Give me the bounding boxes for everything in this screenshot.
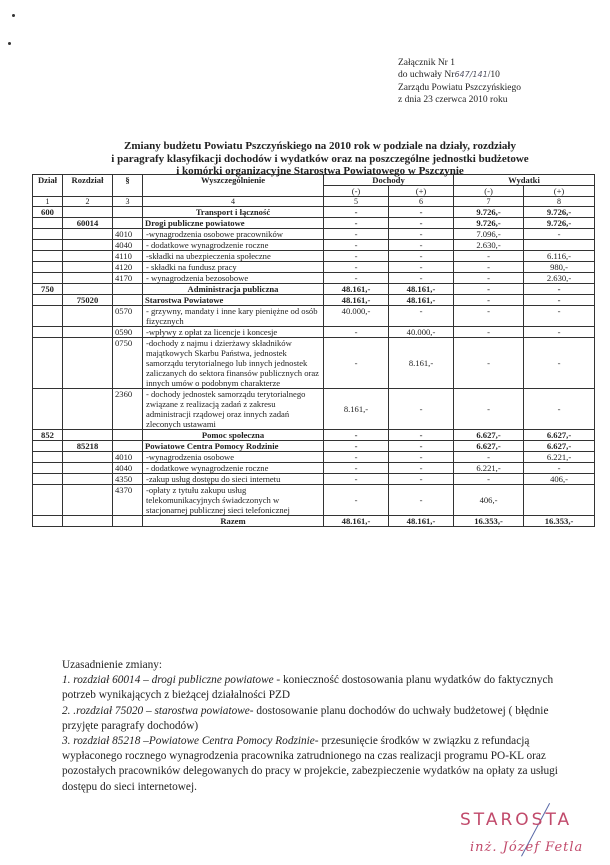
- cell-dochody-minus: -: [324, 441, 389, 452]
- header-rozdzial: Rozdział: [63, 175, 113, 197]
- cell-wydatki-plus: 406,-: [524, 474, 595, 485]
- cell-wydatki-minus: -: [454, 273, 524, 284]
- table-row: [33, 463, 595, 474]
- cell-dzial: 852: [33, 430, 63, 441]
- resolution-number-handwritten: 647/141: [454, 70, 488, 80]
- colnum: 3: [113, 197, 143, 207]
- table-row: [33, 441, 595, 452]
- cell-dochody-minus: 40.000,-: [324, 306, 389, 327]
- cell-dzial: [33, 463, 63, 474]
- cell-rozdzial: [63, 430, 113, 441]
- resolution-suffix: /10: [487, 70, 500, 81]
- cell-description: Transport i łączność: [143, 207, 324, 218]
- cell-dzial: [33, 452, 63, 463]
- cell-rozdzial: [63, 516, 113, 527]
- table-row: [33, 284, 595, 295]
- header-dochody-plus: (+): [389, 186, 454, 197]
- attachment-header: [398, 57, 521, 107]
- table-row: [33, 338, 595, 389]
- cell-wydatki-minus: 6.221,-: [454, 463, 524, 474]
- header-dzial: Dział: [33, 175, 63, 197]
- cell-description: -zakup usług dostępu do sieci internetu: [143, 474, 324, 485]
- cell-wydatki-plus: 2.630,-: [524, 273, 595, 284]
- cell-dochody-minus: 48.161,-: [324, 284, 389, 295]
- colnum: 1: [33, 197, 63, 207]
- colnum: 8: [524, 197, 595, 207]
- cell-paragraf: [113, 441, 143, 452]
- cell-dochody-minus: -: [324, 229, 389, 240]
- justification-heading: Uzasadnienie zmiany:: [62, 659, 163, 671]
- cell-wydatki-plus: 6.627,-: [524, 430, 595, 441]
- cell-rozdzial: [63, 452, 113, 463]
- cell-dochody-minus: -: [324, 430, 389, 441]
- cell-dochody-plus: -: [389, 229, 454, 240]
- justification-item-lead: 3. rozdział 85218 –Powiatowe Centra Pomocy Rodzinie-: [62, 735, 319, 748]
- cell-wydatki-plus: 9.726,-: [524, 207, 595, 218]
- table-row: [33, 485, 595, 516]
- cell-dzial: [33, 295, 63, 306]
- cell-dzial: 600: [33, 207, 63, 218]
- cell-wydatki-minus: -: [454, 262, 524, 273]
- cell-description: -składki na ubezpieczenia społeczne: [143, 251, 324, 262]
- budget-table: [32, 174, 595, 527]
- cell-wydatki-minus: -: [454, 284, 524, 295]
- cell-dochody-plus: -: [389, 273, 454, 284]
- header-dochody: Dochody: [324, 175, 454, 186]
- cell-wydatki-minus: -: [454, 389, 524, 430]
- stamp-name: inż. Józef Fetla: [470, 840, 584, 855]
- justification-item-text: dostosowanie planu dochodów do uchwały budżetowej ( błędnie przyjęte paragrafy dochodów): [62, 704, 549, 732]
- table-row: [33, 262, 595, 273]
- cell-description: Powiatowe Centra Pomocy Rodzinie: [143, 441, 324, 452]
- cell-dochody-minus: -: [324, 273, 389, 284]
- cell-wydatki-plus: -: [524, 306, 595, 327]
- table-row: [33, 295, 595, 306]
- cell-dzial: [33, 240, 63, 251]
- justification-item-text: konieczność dostosowania planu wydatków do faktycznych potrzeb wynikających z bieżącej działalności PZD: [62, 674, 554, 702]
- cell-wydatki-plus: 980,-: [524, 262, 595, 273]
- colnum: 4: [143, 197, 324, 207]
- cell-wydatki-plus: -: [524, 327, 595, 338]
- cell-dochody-plus: 8.161,-: [389, 338, 454, 389]
- cell-dochody-plus: -: [389, 474, 454, 485]
- cell-wydatki-plus: -: [524, 284, 595, 295]
- cell-wydatki-plus: 16.353,-: [524, 516, 595, 527]
- cell-rozdzial: [63, 262, 113, 273]
- table-row: [33, 251, 595, 262]
- cell-paragraf: 4040: [113, 463, 143, 474]
- cell-rozdzial: [63, 251, 113, 262]
- cell-paragraf: [113, 430, 143, 441]
- cell-paragraf: 4350: [113, 474, 143, 485]
- attachment-line-3: Zarządu Powiatu Pszczyńskiego: [398, 82, 521, 93]
- cell-rozdzial: [63, 389, 113, 430]
- cell-wydatki-plus: -: [524, 389, 595, 430]
- cell-description: - dodatkowe wynagrodzenie roczne: [143, 240, 324, 251]
- header-wydatki: Wydatki: [454, 175, 595, 186]
- cell-dochody-minus: -: [324, 207, 389, 218]
- cell-dochody-minus: -: [324, 463, 389, 474]
- table-row: [33, 218, 595, 229]
- table-row: [33, 452, 595, 463]
- table-row: [33, 389, 595, 430]
- colnum: 7: [454, 197, 524, 207]
- cell-paragraf: 4010: [113, 229, 143, 240]
- cell-description: Razem: [143, 516, 324, 527]
- cell-wydatki-minus: -: [454, 295, 524, 306]
- document-title: [90, 140, 550, 178]
- cell-rozdzial: [63, 284, 113, 295]
- cell-wydatki-plus: 6.627,-: [524, 441, 595, 452]
- cell-wydatki-plus: -: [524, 463, 595, 474]
- cell-paragraf: 4110: [113, 251, 143, 262]
- header-wyszczegolnienie: Wyszczególnienie: [143, 175, 324, 197]
- table-row: [33, 240, 595, 251]
- cell-paragraf: 4010: [113, 452, 143, 463]
- cell-description: - składki na fundusz pracy: [143, 262, 324, 273]
- cell-dochody-minus: -: [324, 251, 389, 262]
- cell-dochody-minus: -: [324, 338, 389, 389]
- cell-wydatki-plus: [524, 240, 595, 251]
- cell-dzial: [33, 516, 63, 527]
- scan-dot: [12, 14, 15, 17]
- cell-dochody-minus: -: [324, 452, 389, 463]
- cell-dochody-plus: -: [389, 218, 454, 229]
- cell-rozdzial: [63, 327, 113, 338]
- cell-paragraf: 4170: [113, 273, 143, 284]
- cell-paragraf: 0750: [113, 338, 143, 389]
- cell-description: - dodatkowe wynagrodzenie roczne: [143, 463, 324, 474]
- cell-wydatki-minus: -: [454, 251, 524, 262]
- cell-wydatki-plus: 9.726,-: [524, 218, 595, 229]
- cell-dzial: [33, 262, 63, 273]
- cell-dzial: [33, 251, 63, 262]
- cell-paragraf: 4120: [113, 262, 143, 273]
- cell-dochody-plus: 48.161,-: [389, 295, 454, 306]
- column-number-row: [33, 197, 595, 207]
- cell-wydatki-minus: 7.096,-: [454, 229, 524, 240]
- justification-item-text: przesunięcie środków w związku z refundacją wypłaconego rocznego wynagrodzenia pracownika zatrudnionego na czas realizacji programu PO-KL oraz pozostałych pracowników delegowanych do pracy w projekcie, zabezpieczenie wydatków na opłaty za usługi dostępu do sieci internetowej.: [62, 735, 558, 793]
- cell-description: - dochody jednostek samorządu terytorialnego związane z realizacją zadań z zakresu administracji rządowej oraz innych zadań zleconych ustawami: [143, 389, 324, 430]
- table-row: [33, 327, 595, 338]
- justification: [62, 658, 572, 795]
- cell-description: - wynagrodzenia bezosobowe: [143, 273, 324, 284]
- cell-dzial: [33, 485, 63, 516]
- cell-rozdzial: [63, 474, 113, 485]
- justification-item-lead: 2. .rozdział 75020 – starostwa powiatowe-: [62, 704, 254, 717]
- cell-paragraf: 0590: [113, 327, 143, 338]
- cell-wydatki-minus: -: [454, 338, 524, 389]
- cell-description: Drogi publiczne powiatowe: [143, 218, 324, 229]
- cell-rozdzial: [63, 240, 113, 251]
- cell-wydatki-plus: 6.221,-: [524, 452, 595, 463]
- cell-rozdzial: 60014: [63, 218, 113, 229]
- cell-dzial: 750: [33, 284, 63, 295]
- title-line-3: i komórki organizacyjne Starostwa Powiatowego w Pszczynie: [176, 165, 464, 177]
- cell-dochody-minus: 48.161,-: [324, 516, 389, 527]
- colnum: 5: [324, 197, 389, 207]
- cell-dochody-minus: -: [324, 262, 389, 273]
- cell-wydatki-minus: -: [454, 474, 524, 485]
- cell-dzial: [33, 229, 63, 240]
- cell-description: - grzywny, mandaty i inne kary pieniężne od osób fizycznych: [143, 306, 324, 327]
- title-line-1: Zmiany budżetu Powiatu Pszczyńskiego na 2010 rok w podziale na działy, rozdziały: [124, 140, 516, 152]
- cell-wydatki-minus: 6.627,-: [454, 430, 524, 441]
- cell-dochody-plus: 40.000,-: [389, 327, 454, 338]
- cell-wydatki-minus: -: [454, 452, 524, 463]
- cell-dochody-minus: -: [324, 327, 389, 338]
- table-row: [33, 430, 595, 441]
- cell-wydatki-minus: -: [454, 306, 524, 327]
- cell-wydatki-minus: 406,-: [454, 485, 524, 516]
- cell-paragraf: 0570: [113, 306, 143, 327]
- stamp-title: STAROSTA: [460, 810, 573, 830]
- cell-dochody-plus: -: [389, 452, 454, 463]
- scan-dot: [8, 42, 11, 45]
- cell-dochody-plus: 48.161,-: [389, 516, 454, 527]
- cell-rozdzial: 85218: [63, 441, 113, 452]
- cell-rozdzial: [63, 485, 113, 516]
- table-row: [33, 273, 595, 284]
- cell-dochody-plus: -: [389, 251, 454, 262]
- cell-description: -wynagrodzenia osobowe: [143, 452, 324, 463]
- cell-wydatki-plus: -: [524, 229, 595, 240]
- attachment-line-1: Załącznik Nr 1: [398, 58, 455, 68]
- cell-dochody-minus: -: [324, 218, 389, 229]
- cell-dochody-plus: -: [389, 430, 454, 441]
- cell-rozdzial: [63, 338, 113, 389]
- cell-description: Administracja publiczna: [143, 284, 324, 295]
- title-line-2: i paragrafy klasyfikacji dochodów i wydatków oraz na poszczególne jednostki budżetowe: [111, 152, 529, 165]
- cell-dochody-plus: -: [389, 389, 454, 430]
- cell-rozdzial: [63, 207, 113, 218]
- cell-dochody-plus: -: [389, 463, 454, 474]
- cell-dochody-minus: -: [324, 240, 389, 251]
- cell-dochody-plus: -: [389, 207, 454, 218]
- cell-paragraf: [113, 295, 143, 306]
- cell-dzial: [33, 474, 63, 485]
- cell-paragraf: [113, 516, 143, 527]
- table-row: [33, 229, 595, 240]
- justification-item: [62, 704, 572, 734]
- cell-description: Pomoc społeczna: [143, 430, 324, 441]
- cell-dzial: [33, 389, 63, 430]
- cell-paragraf: 4370: [113, 485, 143, 516]
- cell-paragraf: 2360: [113, 389, 143, 430]
- cell-wydatki-minus: 9.726,-: [454, 207, 524, 218]
- table-row: [33, 207, 595, 218]
- cell-dochody-minus: -: [324, 474, 389, 485]
- cell-wydatki-minus: 6.627,-: [454, 441, 524, 452]
- cell-dochody-plus: -: [389, 262, 454, 273]
- cell-wydatki-minus: 16.353,-: [454, 516, 524, 527]
- attachment-line-4: z dnia 23 czerwca 2010 roku: [398, 95, 508, 106]
- cell-rozdzial: [63, 306, 113, 327]
- cell-dzial: [33, 327, 63, 338]
- cell-dochody-plus: 48.161,-: [389, 284, 454, 295]
- header-dochody-minus: (-): [324, 186, 389, 197]
- cell-dzial: [33, 273, 63, 284]
- attachment-line-2: [398, 69, 521, 81]
- resolution-prefix: do uchwały Nr: [398, 70, 455, 81]
- table-row: [33, 306, 595, 327]
- cell-rozdzial: [63, 273, 113, 284]
- cell-description: -wynagrodzenia osobowe pracowników: [143, 229, 324, 240]
- cell-dzial: [33, 441, 63, 452]
- cell-rozdzial: 75020: [63, 295, 113, 306]
- cell-paragraf: [113, 284, 143, 295]
- cell-dochody-minus: -: [324, 485, 389, 516]
- cell-dzial: [33, 338, 63, 389]
- budget-table-body: [33, 207, 595, 527]
- cell-dochody-plus: -: [389, 240, 454, 251]
- cell-dochody-plus: -: [389, 485, 454, 516]
- cell-description: -dochody z najmu i dzierżawy składników majątkowych Skarbu Państwa, jednostek samorządu terytorialnego lub innych jednostek zaliczanych do sektora finansów publicznych oraz innych umów o podobnym charakterze: [143, 338, 324, 389]
- cell-dochody-plus: -: [389, 306, 454, 327]
- cell-description: Starostwa Powiatowe: [143, 295, 324, 306]
- cell-dochody-minus: 48.161,-: [324, 295, 389, 306]
- colnum: 6: [389, 197, 454, 207]
- cell-wydatki-plus: -: [524, 338, 595, 389]
- cell-rozdzial: [63, 463, 113, 474]
- header-wydatki-minus: (-): [454, 186, 524, 197]
- cell-paragraf: [113, 207, 143, 218]
- cell-rozdzial: [63, 229, 113, 240]
- table-row: [33, 474, 595, 485]
- cell-description: -wpływy z opłat za licencje i koncesje: [143, 327, 324, 338]
- cell-wydatki-minus: -: [454, 327, 524, 338]
- cell-paragraf: 4040: [113, 240, 143, 251]
- cell-wydatki-minus: 2.630,-: [454, 240, 524, 251]
- cell-wydatki-plus: 6.116,-: [524, 251, 595, 262]
- cell-wydatki-plus: -: [524, 295, 595, 306]
- justification-item: [62, 734, 572, 795]
- cell-dochody-plus: -: [389, 441, 454, 452]
- colnum: 2: [63, 197, 113, 207]
- cell-dochody-minus: 8.161,-: [324, 389, 389, 430]
- justification-item: [62, 673, 572, 703]
- header-paragraf: §: [113, 175, 143, 197]
- cell-description: -opłaty z tytułu zakupu usług telekomunikacyjnych świadczonych w stacjonarnej publicznej sieci telefonicznej: [143, 485, 324, 516]
- cell-wydatki-plus: [524, 485, 595, 516]
- cell-dzial: [33, 218, 63, 229]
- header-wydatki-plus: (+): [524, 186, 595, 197]
- justification-item-lead: 1. rozdział 60014 – drogi publiczne powiatowe -: [62, 674, 284, 687]
- cell-dzial: [33, 306, 63, 327]
- table-row: [33, 516, 595, 527]
- cell-wydatki-minus: 9.726,-: [454, 218, 524, 229]
- cell-paragraf: [113, 218, 143, 229]
